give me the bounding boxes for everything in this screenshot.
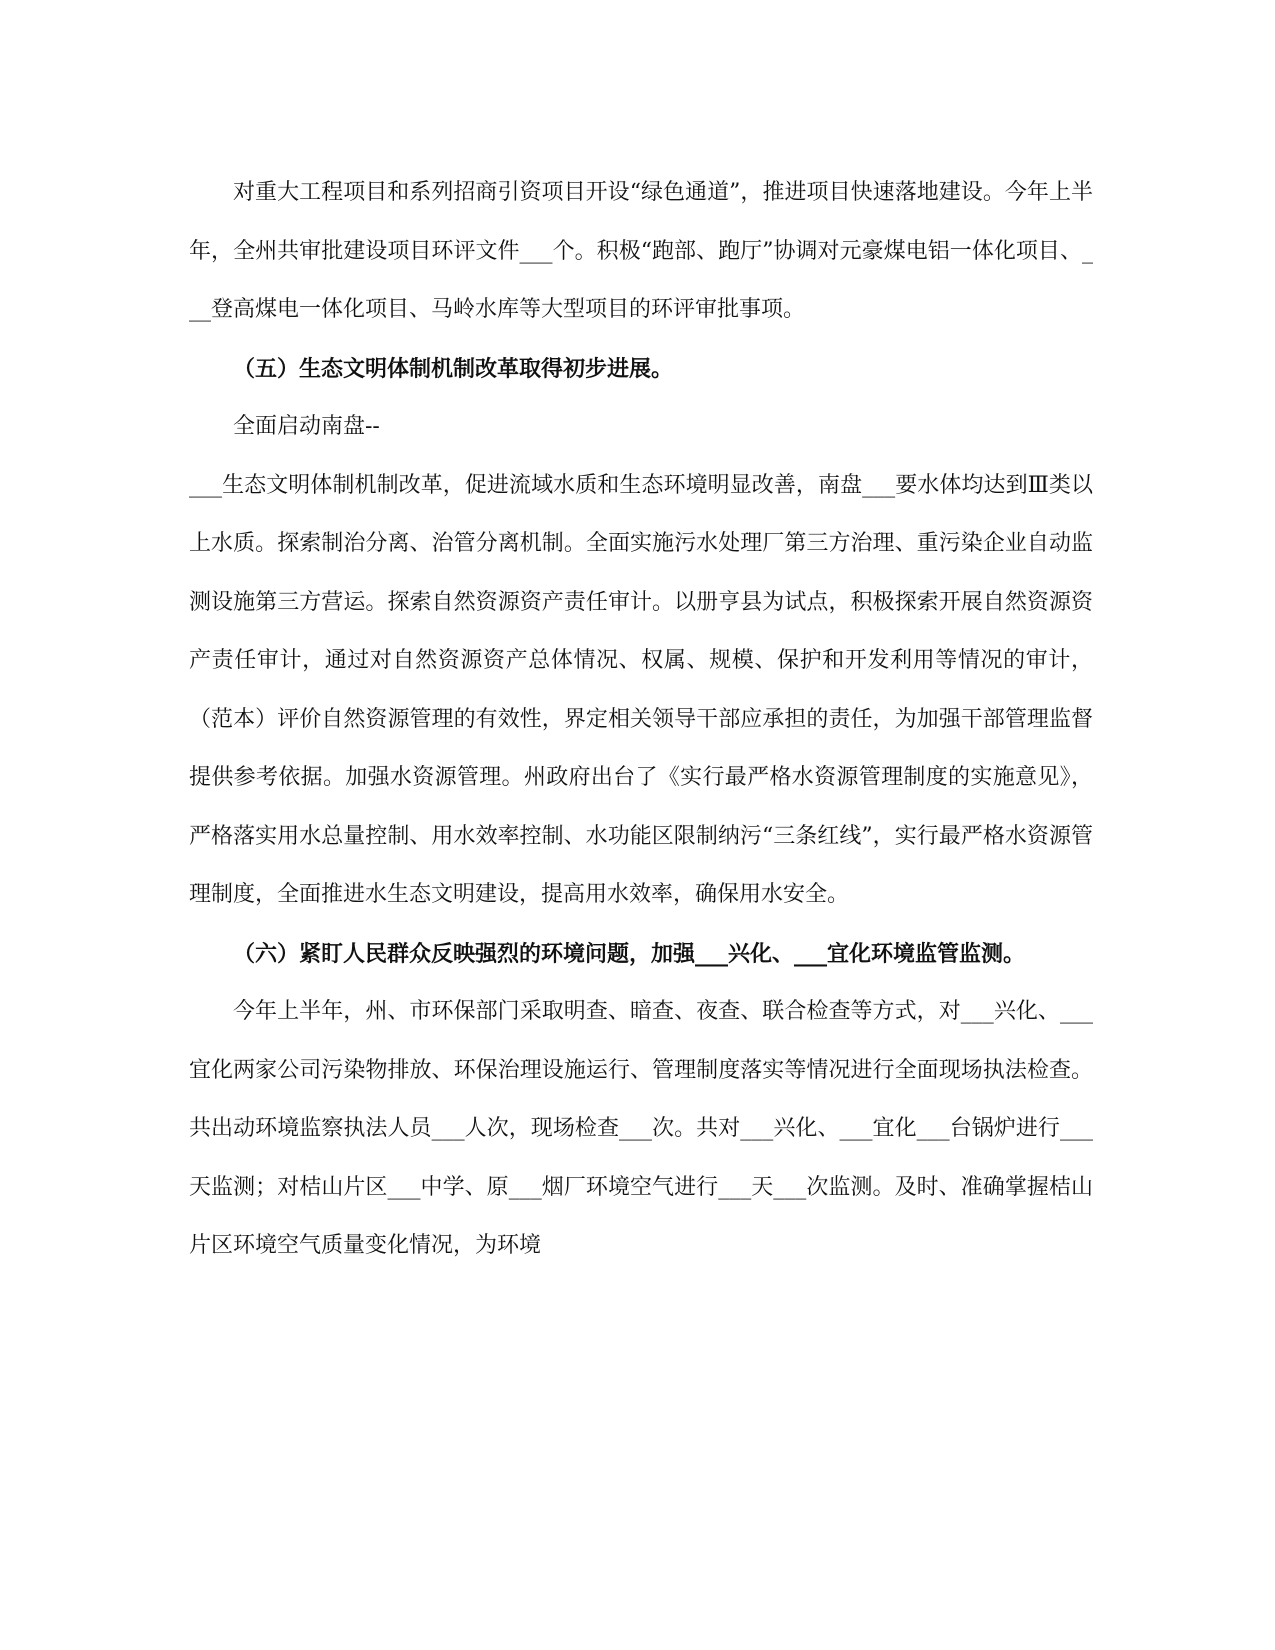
paragraph-ecological-reform: ___生态文明体制机制改革，促进流域水质和生态环境明显改善，南盘___要水体均达到Ⅲ类以上水质。探索制治分离、治管分离机制。全面实施污水处理厂第三方治理、重污染企业自动监测设施第三方营运。探索自然资源资产责任审计。以册亨县为试点，积极探索开展自然资源资产责任审计，通过对自然资源资产总体情况、权属、规模、保护和开发利用等情况的审计，（范本）评价自然资源管理的有效性，界定相关领导干部应承担的责任，为加强干部管理监督提供参考依据。加强水资源管理。州政府出台了《实行最严格水资源管理制度的实施意见》，严格落实用水总量控制、用水效率控制、水功能区限制纳污“三条红线”，实行最严格水资源管理制度，全面推进水生态文明建设，提高用水效率，确保用水安全。 <box>189 472 1093 907</box>
paragraph-nanpan-start: 全面启动南盘-- <box>233 414 380 439</box>
section-heading-6: （六）紧盯人民群众反映强烈的环境问题，加强___兴化、___宜化环境监管监测。 <box>233 940 1026 967</box>
paragraph-inspection: 今年上半年，州、市环保部门采取明查、暗查、夜查、联合检查等方式，对___兴化、___宜化两家公司污染物排放、环保治理设施运行、管理制度落实等情况进行全面现场执法检查。共出动环境监察执法人员___人次，现场检查___次。共对___兴化、___宜化___台锅炉进行___天监测；对桔山片区___中学、原___烟厂环境空气进行___天___次监测。及时、准确掌握桔山片区环境空气质量变化情况，为环境 <box>189 999 1093 1258</box>
document-body <box>189 164 1093 1276</box>
paragraph-green-channel: 对重大工程项目和系列招商引资项目开设“绿色通道”，推进项目快速落地建设。今年上半年，全州共审批建设项目环评文件___个。积极“跑部、跑厅”协调对元豪煤电铝一体化项目、___登高煤电一体化项目、马岭水库等大型项目的环评审批事项。 <box>189 180 1093 322</box>
section-heading-5: （五）生态文明体制机制改革取得初步进展。 <box>233 355 674 382</box>
